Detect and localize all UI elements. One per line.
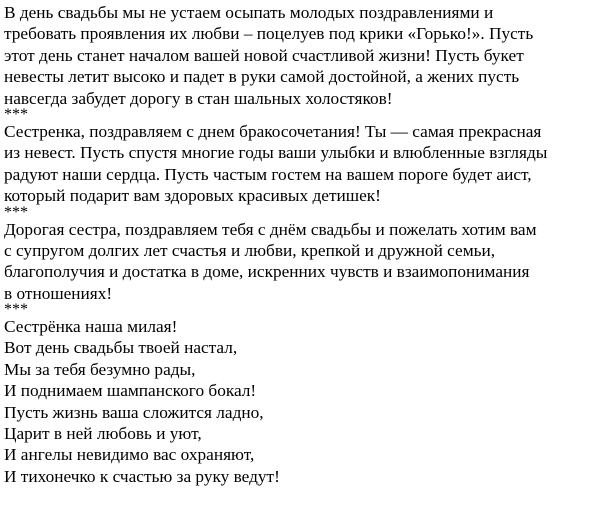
greeting-paragraph-3 [4,219,614,305]
poem-line: И поднимаем шампанского бокал! [4,381,257,401]
poem-line: И ангелы невидимо вас охраняют, [4,445,255,465]
text-line: с супругом долгих лет счастья и любви, крепкой и дружной семьи, [4,240,496,260]
text-line: Дорогая сестра, поздравляем тебя с днём свадьбы и пожелать хотим вам [4,219,537,239]
poem-line: Пусть жизнь ваша сложится ладно, [4,402,264,422]
text-line: В день свадьбы мы не устаем осыпать молодых поздравлениями и [4,3,494,22]
text-line: невесты летит высоко и падет в руки самой достойной, а жених пусть [4,67,520,87]
poem-line: Мы за тебя безумно рады, [4,359,196,379]
greeting-poem [4,316,614,487]
text-line: который подарит вам здоровых красивых детишек! [4,186,381,206]
text-line: радуют наши сердца. Пусть частым гостем на вашем пороге будет аист, [4,164,532,184]
poem-line: И тихонечко к счастью за руку ведут! [4,466,280,486]
poem-line: Вот день свадьбы твоей настал, [4,338,238,358]
poem-line: Сестрёнка наша милая! [4,317,178,337]
section-separator: *** [4,105,28,123]
section-separator: *** [4,203,28,221]
text-line: Сестренка, поздравляем с днем бракосочетания! Ты — самая прекрасная [4,121,542,141]
text-line: из невест. Пусть спустя многие годы ваши улыбки и влюбленные взгляды [4,143,548,163]
text-line: в отношениях! [4,283,113,303]
poem-line: Царит в ней любовь и уют, [4,424,202,444]
text-line: этот день станет началом вашей новой счастливой жизни! Пусть букет [4,45,524,65]
text-line: благополучия и достатка в доме, искренних чувств и взаимопонимания [4,262,530,282]
greeting-paragraph-2 [4,121,614,207]
greeting-paragraph-1 [4,2,614,109]
text-line: требовать проявления их любви – поцелуев под крики «Горько!». Пусть [4,24,534,44]
section-separator: *** [4,301,28,319]
text-line: навсегда забудет дорогу в стан шальных холостяков! [4,88,393,108]
